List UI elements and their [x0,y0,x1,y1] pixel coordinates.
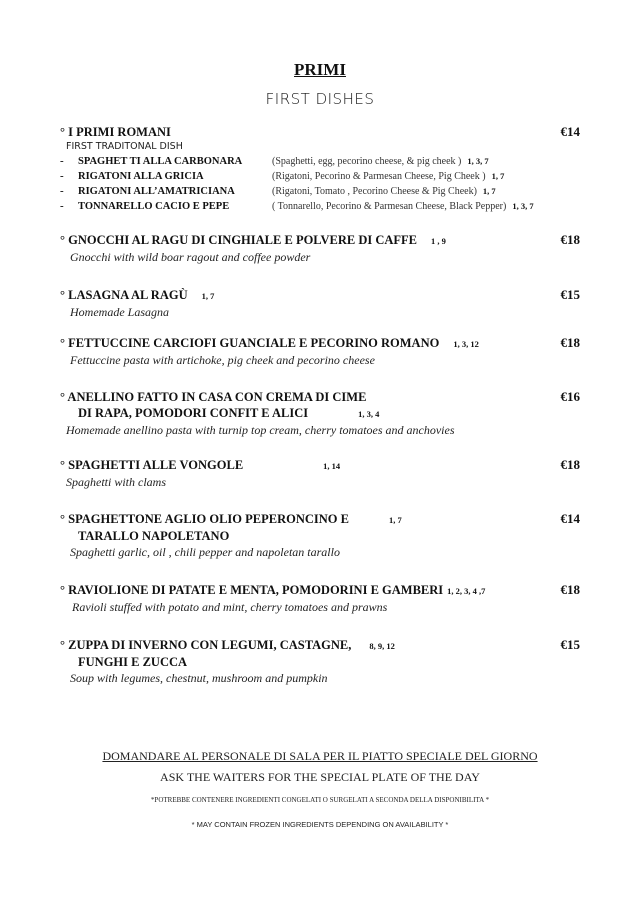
dish-subtitle: FIRST TRADITONAL DISH [66,141,183,152]
dish-name: ° RAVIOLIONE DI PATATE E MENTA, POMODORINI E GAMBERI [60,583,444,597]
sub-dish [60,199,580,214]
dish-name: ° ANELLINO FATTO IN CASA CON CREMA DI CIME [60,390,367,404]
dish-name: ° SPAGHETTONE AGLIO OLIO PEPERONCINO E [60,512,349,526]
dish-name: ° LASAGNA AL RAGÙ [60,288,188,302]
dish-allergens: 1 , 9 [431,236,446,246]
dish-block [60,389,580,438]
sub-dish-name: TONNARELLO CACIO E PEPE [78,201,230,212]
sub-dish-allergens: 1, 7 [491,171,505,181]
sub-dish [60,184,580,199]
dish-block-primi-romani [60,124,580,214]
bullet: - [60,200,64,212]
special-note-english: ASK THE WAITERS FOR THE SPECIAL PLATE OF THE DAY [160,770,480,784]
dish-name: ° FETTUCCINE CARCIOFI GUANCIALE E PECORINO ROMANO [60,336,440,350]
special-note-italian: DOMANDARE AL PERSONALE DI SALA PER IL PIATTO SPECIALE DEL GIORNO [102,749,538,763]
page-subtitle: FIRST DISHES [265,90,375,108]
dish-name: ° GNOCCHI AL RAGU DI CINGHIALE E POLVERE DI CAFFE [60,233,418,247]
dish-block [60,511,580,560]
dish-allergens: 1, 2, 3, 4 ,7 [447,586,486,596]
dish-name: ° I PRIMI ROMANI [60,125,171,139]
sub-dish-allergens: 1, 3, 7 [467,156,489,166]
dish-price: €18 [560,335,580,350]
dish-price: €15 [560,287,580,302]
dish-allergens: 1, 7 [388,515,402,525]
dish-description: Ravioli stuffed with potato and mint, cherry tomatoes and prawns [72,600,388,614]
dish-description: Soup with legumes, chestnut, mushroom and pumpkin [70,671,328,685]
dish-description: Spaghetti with clams [66,475,166,489]
sub-dish-name: RIGATONI ALL’AMATRICIANA [78,186,235,197]
sub-dish-ingredients: ( Tonnarello, Pecorino & Parmesan Cheese, Black Pepper) [272,201,507,212]
dish-allergens: 1, 7 [201,291,215,301]
page-title: PRIMI [294,60,346,79]
dish-price: €14 [560,511,580,526]
sub-dish [60,169,580,184]
frozen-note-italian: *POTREBBE CONTENERE INGREDIENTI CONGELATI O SURGELATI A SECONDA DELLA DISPONIBILITA * [150,796,490,804]
sub-dish-name: SPAGHET TI ALLA CARBONARA [78,156,243,167]
sub-dish-ingredients: (Rigatoni, Tomato , Pecorino Cheese & Pig Cheek) [272,186,477,197]
dish-block [60,582,580,615]
dish-allergens: 8, 9, 12 [369,641,395,651]
sub-dish [60,154,580,169]
dish-allergens: 1, 3, 4 [358,409,380,419]
dish-block [60,287,580,320]
dish-description: Homemade anellino pasta with turnip top cream, cherry tomatoes and anchovies [66,423,455,437]
sub-dish-allergens: 1, 7 [482,186,496,196]
dish-name-line2: FUNGHI E ZUCCA [78,655,188,669]
dish-block [60,335,580,368]
frozen-note-english: * MAY CONTAIN FROZEN INGREDIENTS DEPENDING ON AVAILABILITY * [191,820,449,829]
dish-description: Spaghetti garlic, oil , chili pepper and napoletan tarallo [70,545,340,559]
dish-name-line2: DI RAPA, POMODORI CONFIT E ALICI [78,406,309,420]
dish-name: ° SPAGHETTI ALLE VONGOLE [60,458,244,472]
dish-price: €18 [560,582,580,597]
dish-name: ° ZUPPA DI INVERNO CON LEGUMI, CASTAGNE, [60,638,352,652]
dish-price: €16 [560,389,580,404]
dish-block [60,637,580,686]
sub-dish-allergens: 1, 3, 7 [512,201,534,211]
dish-price: €18 [560,457,580,472]
dish-description: Homemade Lasagna [70,305,169,319]
dish-price: €14 [560,124,580,139]
dish-block [60,457,580,490]
sub-dish-ingredients: (Spaghetti, egg, pecorino cheese, & pig cheek ) [272,156,462,167]
sub-dish-ingredients: (Rigatoni, Pecorino & Parmesan Cheese, Pig Cheek ) [272,171,486,182]
dish-allergens: 1, 3, 12 [453,339,479,349]
dish-name-line2: TARALLO NAPOLETANO [78,529,230,543]
sub-dish-name: RIGATONI ALLA GRICIA [78,171,204,182]
bullet: - [60,185,64,197]
bullet: - [60,170,64,182]
dish-block [60,232,580,265]
bullet: - [60,155,64,167]
dish-description: Gnocchi with wild boar ragout and coffee powder [70,250,311,264]
dish-price: €18 [560,232,580,247]
dish-allergens: 1, 14 [323,461,341,471]
dish-price: €15 [560,637,580,652]
dish-description: Fettuccine pasta with artichoke, pig cheek and pecorino cheese [70,353,375,367]
